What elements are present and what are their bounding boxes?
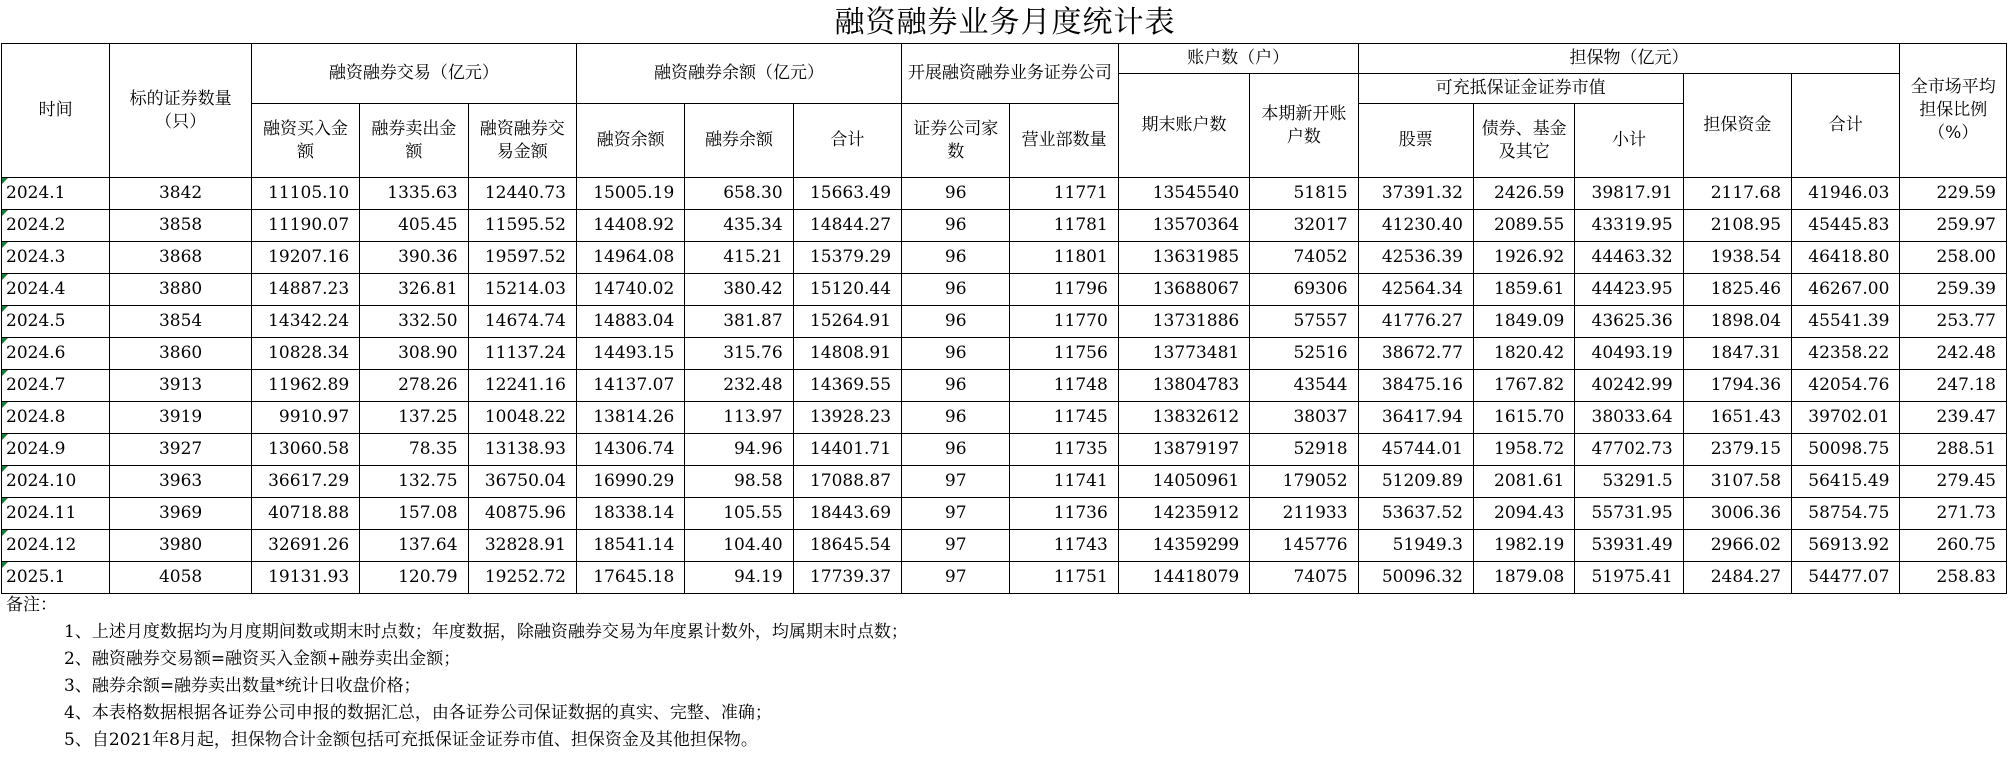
header-accounts-end: 期末账户数 (1118, 74, 1249, 178)
table-cell: 97 (902, 498, 1010, 530)
table-cell: 40242.99 (1575, 370, 1683, 402)
table-cell: 41946.03 (1792, 178, 1900, 210)
table-cell: 11741 (1010, 466, 1118, 498)
table-cell: 12241.16 (468, 370, 576, 402)
table-cell: 381.87 (685, 306, 793, 338)
table-cell: 14808.91 (793, 338, 901, 370)
table-cell: 74075 (1250, 562, 1358, 594)
table-cell: 14887.23 (251, 274, 359, 306)
header-margin-buy: 融资买入金额 (251, 104, 359, 178)
cell-indicator-icon (2, 498, 8, 504)
table-cell: 46418.80 (1792, 242, 1900, 274)
header-short-sell: 融券卖出金额 (360, 104, 468, 178)
table-row (2, 242, 2007, 274)
table-cell: 11962.89 (251, 370, 359, 402)
page-title: 融资融券业务月度统计表 (834, 5, 1176, 40)
header-avg-ratio: 全市场平均担保比例（%） (1900, 44, 2007, 178)
table-cell: 45445.83 (1792, 210, 1900, 242)
table-cell: 11771 (1010, 178, 1118, 210)
table-cell: 38033.64 (1575, 402, 1683, 434)
table-cell: 14674.74 (468, 306, 576, 338)
table-cell: 42536.39 (1358, 242, 1473, 274)
table-cell: 11735 (1010, 434, 1118, 466)
table-cell: 179052 (1250, 466, 1358, 498)
table-cell: 96 (902, 178, 1010, 210)
table-cell: 3963 (110, 466, 251, 498)
table-cell: 14740.02 (576, 274, 684, 306)
table-cell: 37391.32 (1358, 178, 1473, 210)
cell-time: 2024.3 (2, 242, 110, 274)
table-cell: 32691.26 (251, 530, 359, 562)
table-cell: 2108.95 (1683, 210, 1791, 242)
table-cell: 11105.10 (251, 178, 359, 210)
table-cell: 13804783 (1118, 370, 1249, 402)
table-cell: 36417.94 (1358, 402, 1473, 434)
header-time: 时间 (2, 44, 110, 178)
table-cell: 13545540 (1118, 178, 1249, 210)
header-accounts-new: 本期新开账户数 (1250, 74, 1358, 178)
header-cash-collateral: 担保资金 (1683, 74, 1791, 178)
table-cell: 435.34 (685, 210, 793, 242)
table-row (2, 370, 2007, 402)
table-cell: 53291.5 (1575, 466, 1683, 498)
table-cell: 14408.92 (576, 210, 684, 242)
table-cell: 43625.36 (1575, 306, 1683, 338)
table-cell: 14964.08 (576, 242, 684, 274)
table-cell: 15379.29 (793, 242, 901, 274)
table-cell: 3854 (110, 306, 251, 338)
table-cell: 3969 (110, 498, 251, 530)
table-cell: 14418079 (1118, 562, 1249, 594)
table-cell: 157.08 (360, 498, 468, 530)
header-broker-count: 证券公司家数 (902, 104, 1010, 178)
table-cell: 278.26 (360, 370, 468, 402)
table-cell: 326.81 (360, 274, 468, 306)
table-cell: 44423.95 (1575, 274, 1683, 306)
table-cell: 1898.04 (1683, 306, 1791, 338)
cell-indicator-icon (2, 530, 8, 536)
table-cell: 96 (902, 210, 1010, 242)
table-cell: 2484.27 (1683, 562, 1791, 594)
cell-indicator-icon (2, 466, 8, 472)
table-cell: 39702.01 (1792, 402, 1900, 434)
table-cell: 253.77 (1900, 306, 2007, 338)
table-cell: 2117.68 (1683, 178, 1791, 210)
table-cell: 9910.97 (251, 402, 359, 434)
table-row (2, 530, 2007, 562)
header-balance-group: 融资融券余额（亿元） (576, 44, 901, 104)
header-collateral-market: 可充抵保证金证券市值 (1358, 74, 1683, 104)
table-cell: 41230.40 (1358, 210, 1473, 242)
table-cell: 14137.07 (576, 370, 684, 402)
table-cell: 16990.29 (576, 466, 684, 498)
table-cell: 97 (902, 530, 1010, 562)
table-cell: 11743 (1010, 530, 1118, 562)
table-cell: 13138.93 (468, 434, 576, 466)
table-cell: 229.59 (1900, 178, 2007, 210)
table-cell: 2089.55 (1473, 210, 1574, 242)
cell-time: 2024.11 (2, 498, 110, 530)
table-row (2, 498, 2007, 530)
cell-indicator-icon (2, 338, 8, 344)
table-cell: 137.64 (360, 530, 468, 562)
table-cell: 14235912 (1118, 498, 1249, 530)
header-short-balance: 融券余额 (685, 104, 793, 178)
table-cell: 3880 (110, 274, 251, 306)
table-cell: 14883.04 (576, 306, 684, 338)
table-cell: 1847.31 (1683, 338, 1791, 370)
table-cell: 1926.92 (1473, 242, 1574, 274)
table-cell: 232.48 (685, 370, 793, 402)
table-cell: 96 (902, 242, 1010, 274)
table-cell: 3980 (110, 530, 251, 562)
table-row (2, 338, 2007, 370)
table-cell: 15005.19 (576, 178, 684, 210)
table-cell: 55731.95 (1575, 498, 1683, 530)
header-collateral-group: 担保物（亿元） (1358, 44, 1900, 74)
table-cell: 51209.89 (1358, 466, 1473, 498)
table-cell: 247.18 (1900, 370, 2007, 402)
table-cell: 211933 (1250, 498, 1358, 530)
table-cell: 405.45 (360, 210, 468, 242)
table-cell: 41776.27 (1358, 306, 1473, 338)
table-cell: 97 (902, 466, 1010, 498)
table-cell: 1820.42 (1473, 338, 1574, 370)
table-cell: 47702.73 (1575, 434, 1683, 466)
table-cell: 271.73 (1900, 498, 2007, 530)
table-cell: 18443.69 (793, 498, 901, 530)
table-row (2, 434, 2007, 466)
table-cell: 54477.07 (1792, 562, 1900, 594)
table-cell: 11745 (1010, 402, 1118, 434)
table-cell: 32828.91 (468, 530, 576, 562)
table-row (2, 562, 2007, 594)
table-cell: 2379.15 (1683, 434, 1791, 466)
table-cell: 38037 (1250, 402, 1358, 434)
table-cell: 13731886 (1118, 306, 1249, 338)
table-cell: 52918 (1250, 434, 1358, 466)
table-cell: 3006.36 (1683, 498, 1791, 530)
table-cell: 96 (902, 370, 1010, 402)
cell-indicator-icon (2, 402, 8, 408)
table-cell: 308.90 (360, 338, 468, 370)
table-cell: 38475.16 (1358, 370, 1473, 402)
table-cell: 52516 (1250, 338, 1358, 370)
table-cell: 1879.08 (1473, 562, 1574, 594)
table-cell: 13832612 (1118, 402, 1249, 434)
table-cell: 14342.24 (251, 306, 359, 338)
table-cell: 51975.41 (1575, 562, 1683, 594)
notes-section (4, 592, 2004, 754)
note-item: 4、本表格数据根据各证券公司申报的数据汇总，由各证券公司保证数据的真实、完整、准确； (64, 703, 772, 723)
table-cell: 3913 (110, 370, 251, 402)
table-cell: 11190.07 (251, 210, 359, 242)
table-cell: 19131.93 (251, 562, 359, 594)
table-cell: 14359299 (1118, 530, 1249, 562)
table-cell: 239.47 (1900, 402, 2007, 434)
table-cell: 19207.16 (251, 242, 359, 274)
table-cell: 74052 (1250, 242, 1358, 274)
table-cell: 2966.02 (1683, 530, 1791, 562)
table-cell: 258.00 (1900, 242, 2007, 274)
table-cell: 32017 (1250, 210, 1358, 242)
table-cell: 1938.54 (1683, 242, 1791, 274)
table-row (2, 274, 2007, 306)
table-cell: 11770 (1010, 306, 1118, 338)
cell-indicator-icon (2, 434, 8, 440)
header-branch-count: 营业部数量 (1010, 104, 1118, 178)
table-row (2, 306, 2007, 338)
table-cell: 11796 (1010, 274, 1118, 306)
table-cell: 380.42 (685, 274, 793, 306)
header-brokers-group: 开展融资融券业务证券公司 (902, 44, 1119, 104)
table-cell: 11748 (1010, 370, 1118, 402)
table-cell: 10048.22 (468, 402, 576, 434)
table-cell: 36617.29 (251, 466, 359, 498)
table-cell: 14493.15 (576, 338, 684, 370)
table-cell: 332.50 (360, 306, 468, 338)
table-cell: 11736 (1010, 498, 1118, 530)
cell-indicator-icon (2, 210, 8, 216)
table-cell: 2094.43 (1473, 498, 1574, 530)
cell-indicator-icon (2, 370, 8, 376)
table-row (2, 402, 2007, 434)
table-cell: 260.75 (1900, 530, 2007, 562)
table-cell: 2081.61 (1473, 466, 1574, 498)
table-cell: 69306 (1250, 274, 1358, 306)
table-cell: 13879197 (1118, 434, 1249, 466)
table-cell: 40493.19 (1575, 338, 1683, 370)
table-row (2, 210, 2007, 242)
table-cell: 4058 (110, 562, 251, 594)
cell-time: 2024.9 (2, 434, 110, 466)
table-cell: 56415.49 (1792, 466, 1900, 498)
table-cell: 13773481 (1118, 338, 1249, 370)
table-cell: 43544 (1250, 370, 1358, 402)
table-cell: 258.83 (1900, 562, 2007, 594)
header-collateral-total: 合计 (1792, 74, 1900, 178)
table-cell: 18338.14 (576, 498, 684, 530)
cell-time: 2024.8 (2, 402, 110, 434)
table-cell: 94.96 (685, 434, 793, 466)
table-row (2, 178, 2007, 210)
table-cell: 1615.70 (1473, 402, 1574, 434)
table-cell: 13814.26 (576, 402, 684, 434)
note-item: 5、自2021年8月起，担保物合计金额包括可充抵保证金证券市值、担保资金及其他担保物。 (64, 730, 758, 750)
table-cell: 13060.58 (251, 434, 359, 466)
statistics-table (1, 43, 2007, 594)
table-cell: 18541.14 (576, 530, 684, 562)
table-cell: 1651.43 (1683, 402, 1791, 434)
table-cell: 2426.59 (1473, 178, 1574, 210)
cell-time: 2024.6 (2, 338, 110, 370)
table-cell: 1982.19 (1473, 530, 1574, 562)
note-item: 2、融资融券交易额=融资买入金额+融券卖出金额； (64, 649, 461, 669)
cell-time: 2024.4 (2, 274, 110, 306)
table-cell: 18645.54 (793, 530, 901, 562)
cell-time: 2024.1 (2, 178, 110, 210)
table-cell: 415.21 (685, 242, 793, 274)
table-cell: 1335.63 (360, 178, 468, 210)
cell-indicator-icon (2, 562, 8, 568)
table-cell: 98.58 (685, 466, 793, 498)
table-cell: 1825.46 (1683, 274, 1791, 306)
table-cell: 14401.71 (793, 434, 901, 466)
table-cell: 96 (902, 306, 1010, 338)
table-cell: 13928.23 (793, 402, 901, 434)
cell-time: 2024.12 (2, 530, 110, 562)
cell-time: 2025.1 (2, 562, 110, 594)
table-cell: 51815 (1250, 178, 1358, 210)
table-cell: 137.25 (360, 402, 468, 434)
table-cell: 96 (902, 402, 1010, 434)
table-cell: 3927 (110, 434, 251, 466)
table-cell: 42564.34 (1358, 274, 1473, 306)
cell-indicator-icon (2, 242, 8, 248)
table-cell: 43319.95 (1575, 210, 1683, 242)
table-cell: 39817.91 (1575, 178, 1683, 210)
table-cell: 78.35 (360, 434, 468, 466)
table-cell: 315.76 (685, 338, 793, 370)
table-cell: 1859.61 (1473, 274, 1574, 306)
table-cell: 45744.01 (1358, 434, 1473, 466)
table-cell: 58754.75 (1792, 498, 1900, 530)
table-cell: 51949.3 (1358, 530, 1473, 562)
table-cell: 40875.96 (468, 498, 576, 530)
cell-time: 2024.5 (2, 306, 110, 338)
table-cell: 3868 (110, 242, 251, 274)
table-cell: 105.55 (685, 498, 793, 530)
note-item: 1、上述月度数据均为月度期间数或期末时点数；年度数据，除融资融券交易为年度累计数外，均属期末时点数； (64, 622, 908, 642)
table-cell: 17739.37 (793, 562, 901, 594)
table-cell: 15120.44 (793, 274, 901, 306)
table-cell: 145776 (1250, 530, 1358, 562)
table-cell: 14050961 (1118, 466, 1249, 498)
table-cell: 259.97 (1900, 210, 2007, 242)
table-cell: 96 (902, 434, 1010, 466)
table-cell: 15214.03 (468, 274, 576, 306)
table-cell: 19597.52 (468, 242, 576, 274)
table-cell: 97 (902, 562, 1010, 594)
table-cell: 11801 (1010, 242, 1118, 274)
table-cell: 259.39 (1900, 274, 2007, 306)
table-cell: 19252.72 (468, 562, 576, 594)
table-cell: 1958.72 (1473, 434, 1574, 466)
table-cell: 42054.76 (1792, 370, 1900, 402)
table-cell: 40718.88 (251, 498, 359, 530)
table-cell: 10828.34 (251, 338, 359, 370)
table-cell: 11137.24 (468, 338, 576, 370)
table-cell: 94.19 (685, 562, 793, 594)
table-cell: 3860 (110, 338, 251, 370)
table-cell: 14844.27 (793, 210, 901, 242)
notes-label: 备注： (6, 595, 57, 615)
cell-time: 2024.7 (2, 370, 110, 402)
table-cell: 13631985 (1118, 242, 1249, 274)
table-cell: 57557 (1250, 306, 1358, 338)
cell-indicator-icon (2, 178, 8, 184)
table-cell: 132.75 (360, 466, 468, 498)
table-cell: 96 (902, 274, 1010, 306)
table-row (2, 466, 2007, 498)
table-cell: 38672.77 (1358, 338, 1473, 370)
table-cell: 46267.00 (1792, 274, 1900, 306)
header-subtotal: 小计 (1575, 104, 1683, 178)
table-cell: 11595.52 (468, 210, 576, 242)
note-item: 3、融券余额=融券卖出数量*统计日收盘价格； (64, 676, 421, 696)
cell-time: 2024.2 (2, 210, 110, 242)
table-cell: 3919 (110, 402, 251, 434)
table-cell: 96 (902, 338, 1010, 370)
table-cell: 12440.73 (468, 178, 576, 210)
table-cell: 15264.91 (793, 306, 901, 338)
table-cell: 50096.32 (1358, 562, 1473, 594)
table-cell: 50098.75 (1792, 434, 1900, 466)
cell-indicator-icon (2, 306, 8, 312)
table-cell: 242.48 (1900, 338, 2007, 370)
header-balance-total: 合计 (793, 104, 901, 178)
notes-list (4, 619, 2004, 754)
header-stocks: 股票 (1358, 104, 1473, 178)
table-cell: 56913.92 (1792, 530, 1900, 562)
table-cell: 17645.18 (576, 562, 684, 594)
table-cell: 3858 (110, 210, 251, 242)
table-cell: 44463.32 (1575, 242, 1683, 274)
table-cell: 1849.09 (1473, 306, 1574, 338)
header-trading-group: 融资融券交易（亿元） (251, 44, 576, 104)
table-cell: 13570364 (1118, 210, 1249, 242)
table-cell: 15663.49 (793, 178, 901, 210)
table-cell: 11756 (1010, 338, 1118, 370)
header-margin-balance: 融资余额 (576, 104, 684, 178)
table-cell: 11781 (1010, 210, 1118, 242)
table-cell: 14306.74 (576, 434, 684, 466)
table-cell: 3107.58 (1683, 466, 1791, 498)
header-bonds-funds: 债券、基金及其它 (1473, 104, 1574, 178)
table-cell: 36750.04 (468, 466, 576, 498)
table-cell: 13688067 (1118, 274, 1249, 306)
table-cell: 45541.39 (1792, 306, 1900, 338)
table-cell: 279.45 (1900, 466, 2007, 498)
table-cell: 1767.82 (1473, 370, 1574, 402)
table-cell: 113.97 (685, 402, 793, 434)
header-trade-total: 融资融券交易金额 (468, 104, 576, 178)
table-cell: 42358.22 (1792, 338, 1900, 370)
table-cell: 1794.36 (1683, 370, 1791, 402)
header-securities-count: 标的证券数量（只） (110, 44, 251, 178)
cell-indicator-icon (2, 274, 8, 280)
table-cell: 288.51 (1900, 434, 2007, 466)
table-cell: 3842 (110, 178, 251, 210)
table-cell: 11751 (1010, 562, 1118, 594)
table-cell: 658.30 (685, 178, 793, 210)
cell-time: 2024.10 (2, 466, 110, 498)
table-cell: 390.36 (360, 242, 468, 274)
header-accounts-group: 账户数（户） (1118, 44, 1358, 74)
table-cell: 53637.52 (1358, 498, 1473, 530)
table-cell: 120.79 (360, 562, 468, 594)
table-cell: 17088.87 (793, 466, 901, 498)
table-cell: 104.40 (685, 530, 793, 562)
table-cell: 14369.55 (793, 370, 901, 402)
table-cell: 53931.49 (1575, 530, 1683, 562)
